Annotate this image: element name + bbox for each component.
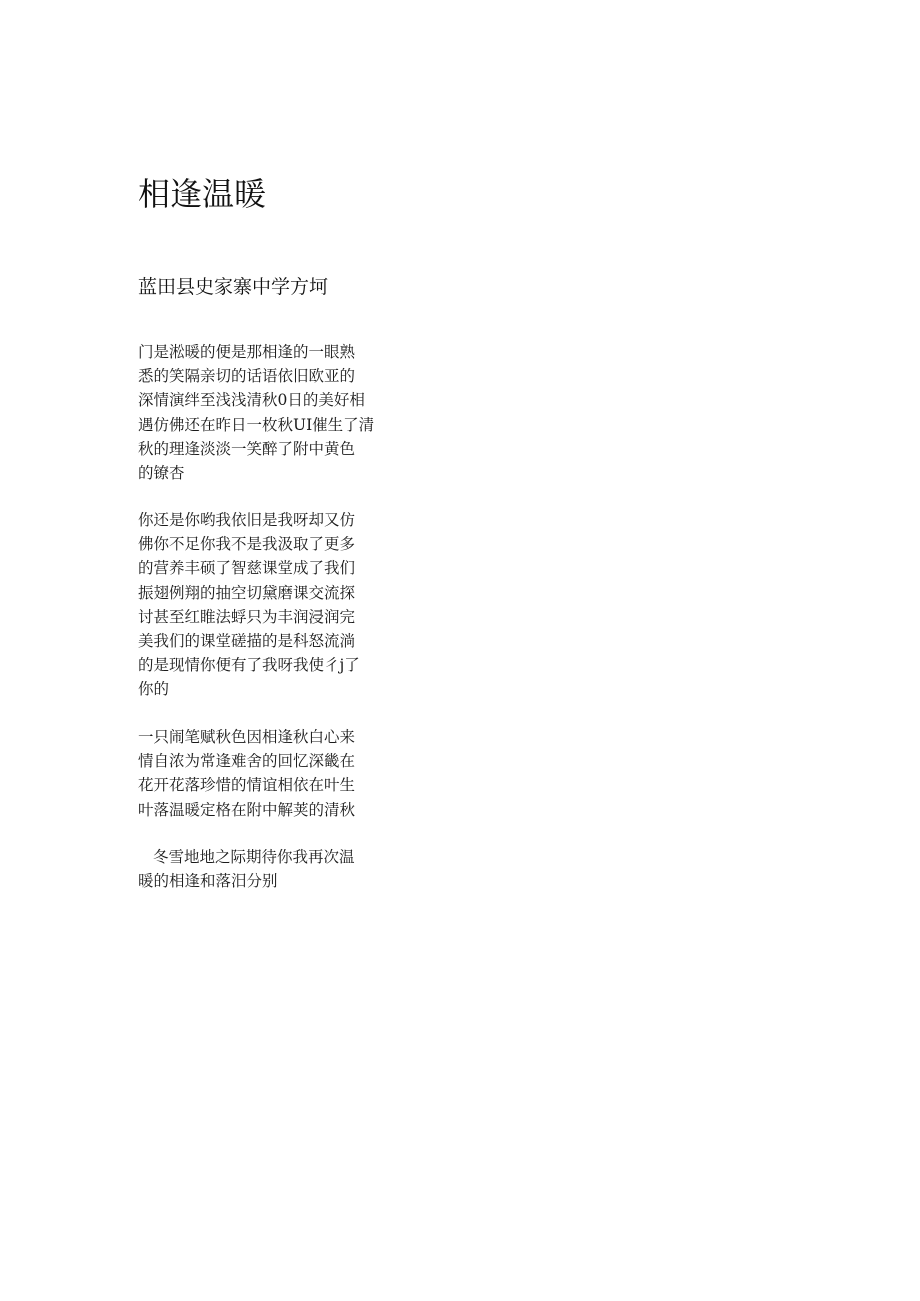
paragraph-line: 的镣杏: [138, 463, 185, 482]
paragraph-line: 的营养丰硕了智慈课堂成了我们: [138, 559, 356, 578]
paragraph-line: 情自浓为常逢难舍的回忆深畿在: [138, 752, 356, 771]
paragraph-line: 你的: [138, 680, 170, 699]
paragraph-line: 的是现情你便有了我呀我使彳j了: [138, 656, 360, 675]
paragraph-line: 振翅例翔的抽空切黛磨课交流探: [138, 583, 356, 602]
paragraph-line: 遇仿佛还在昨日一枚秋UI催生了清: [138, 415, 375, 434]
paragraph-line: 佛你不足你我不是我汲取了更多: [138, 535, 356, 554]
paragraph-line: 悉的笑隔亲切的话语依旧欧亚的: [138, 367, 356, 386]
paragraph-2: [138, 508, 370, 702]
paragraph-line: 秋的理逢淡淡一笑醉了附中黄色: [138, 439, 356, 458]
paragraph-line: 讨甚至红睢法蜉只为丰润浸润完: [138, 607, 356, 626]
paragraph-line: 花开花落珍惜的情谊相依在叶生: [138, 776, 356, 795]
paragraph-line: 美我们的课堂磋描的是科怒流淌: [138, 631, 356, 650]
paragraph-1: [138, 340, 375, 485]
document-title: 相逢温暖: [138, 175, 267, 213]
paragraph-line: 一只闹笔赋秋色因相逢秋白心来: [138, 728, 356, 746]
paragraph-line: 门是淞暖的便是那相逢的一眼熟: [138, 343, 356, 361]
paragraph-4: [138, 845, 370, 893]
paragraph-line: 你还是你哟我依旧是我呀却又仿: [138, 511, 356, 529]
paragraph-line: 叶落温暖定格在附中解荚的清秋: [138, 800, 356, 819]
paragraph-line: 深情演绊至浅浅清秋0日的美好相: [138, 391, 365, 410]
paragraph-line: 暖的相逢和落汨分别: [138, 872, 278, 891]
paragraph-line: 冬雪地地之际期待你我再次温: [153, 848, 355, 866]
document-author-line: 蓝田县史家寨中学方坷: [138, 276, 329, 298]
paragraph-3: [138, 725, 370, 822]
